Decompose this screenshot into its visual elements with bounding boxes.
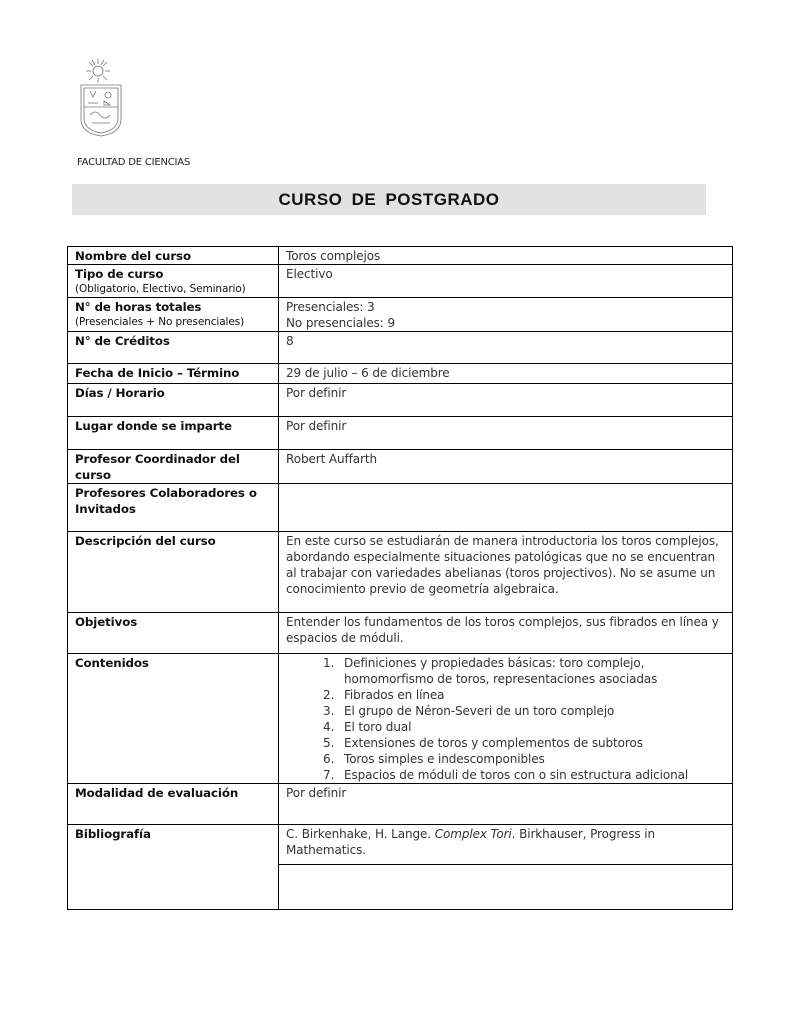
bibliography-value — [279, 825, 733, 865]
place-value: Por definir — [279, 417, 733, 450]
coordinator-label: Profesor Coordinador del curso — [68, 450, 279, 484]
objectives-value: Entender los fundamentos de los toros complejos, sus fibrados en línea y espacios de móduli. — [279, 613, 733, 654]
table-row — [68, 450, 733, 484]
table-row — [68, 364, 733, 384]
table-row — [68, 613, 733, 654]
bibliography-empty-cell — [279, 865, 733, 910]
hours-label: N° de horas totales — [75, 300, 202, 314]
contents-label: Contenidos — [68, 654, 279, 784]
hours-presencial: Presenciales: 3 — [286, 300, 375, 314]
collaborators-label: Profesores Colaboradores o Invitados — [68, 484, 279, 532]
dates-label: Fecha de Inicio – Término — [68, 364, 279, 384]
table-row — [68, 417, 733, 450]
place-label: Lugar donde se imparte — [68, 417, 279, 450]
table-row — [68, 265, 733, 298]
contents-list — [286, 655, 726, 783]
credits-label: N° de Créditos — [68, 332, 279, 364]
coordinator-value: Robert Auffarth — [279, 450, 733, 484]
hours-sublabel: (Presenciales + No presenciales) — [75, 316, 245, 328]
table-row — [68, 784, 733, 825]
list-item: 6. Toros simples e indescomponibles — [338, 751, 726, 767]
list-item: 2. Fibrados en línea — [338, 687, 726, 703]
bibliography-authors: C. Birkenhake, H. Lange. — [286, 827, 435, 841]
course-type-sublabel: (Obligatorio, Electivo, Seminario) — [75, 283, 246, 295]
university-crest-logo — [78, 57, 124, 137]
table-row — [68, 532, 733, 613]
course-type-label-cell — [68, 265, 279, 298]
schedule-value: Por definir — [279, 384, 733, 417]
list-item: 5. Extensiones de toros y complementos de subtoros — [338, 735, 726, 751]
table-row — [68, 654, 733, 784]
hours-no-presencial: No presenciales: 9 — [286, 316, 395, 330]
list-item: 3. El grupo de Néron-Severi de un toro complejo — [338, 703, 726, 719]
faculty-name: FACULTAD DE CIENCIAS — [77, 157, 191, 168]
evaluation-label: Modalidad de evaluación — [68, 784, 279, 825]
table-row — [68, 332, 733, 364]
bibliography-rest: . Birkhauser, Progress in Mathematics. — [286, 827, 655, 857]
table-row — [68, 384, 733, 417]
evaluation-value: Por definir — [279, 784, 733, 825]
objectives-label: Objetivos — [68, 613, 279, 654]
table-row — [68, 825, 733, 865]
credits-value: 8 — [279, 332, 733, 364]
table-row — [68, 298, 733, 332]
hours-label-cell — [68, 298, 279, 332]
contents-value-cell — [279, 654, 733, 784]
collaborators-value — [279, 484, 733, 532]
course-type-value: Electivo — [279, 265, 733, 298]
description-value: En este curso se estudiarán de manera introductoria los toros complejos, abordando especialmente situaciones patológicas que no se encuentran al trabajar con variedades abelianas (toros projectivos). No se asume un conocimiento previo de geometría algebraica. — [279, 532, 733, 613]
list-item: 7. Espacios de móduli de toros con o sin estructura adicional — [338, 767, 726, 783]
schedule-label: Días / Horario — [68, 384, 279, 417]
list-item: 4. El toro dual — [338, 719, 726, 735]
course-name-label: Nombre del curso — [68, 247, 279, 265]
table-row — [68, 247, 733, 265]
bibliography-title: Complex Tori — [434, 827, 512, 841]
bibliography-label: Bibliografía — [68, 825, 279, 910]
course-type-label: Tipo de curso — [75, 267, 164, 281]
hours-value-cell — [279, 298, 733, 332]
table-row — [68, 484, 733, 532]
description-label: Descripción del curso — [68, 532, 279, 613]
dates-value: 29 de julio – 6 de diciembre — [279, 364, 733, 384]
course-name-value: Toros complejos — [279, 247, 733, 265]
list-item: 1. Definiciones y propiedades básicas: toro complejo, homomorfismo de toros, representaciones asociadas — [338, 655, 726, 687]
course-info-table — [67, 246, 733, 910]
page-title: CURSO DE POSTGRADO — [72, 184, 706, 215]
